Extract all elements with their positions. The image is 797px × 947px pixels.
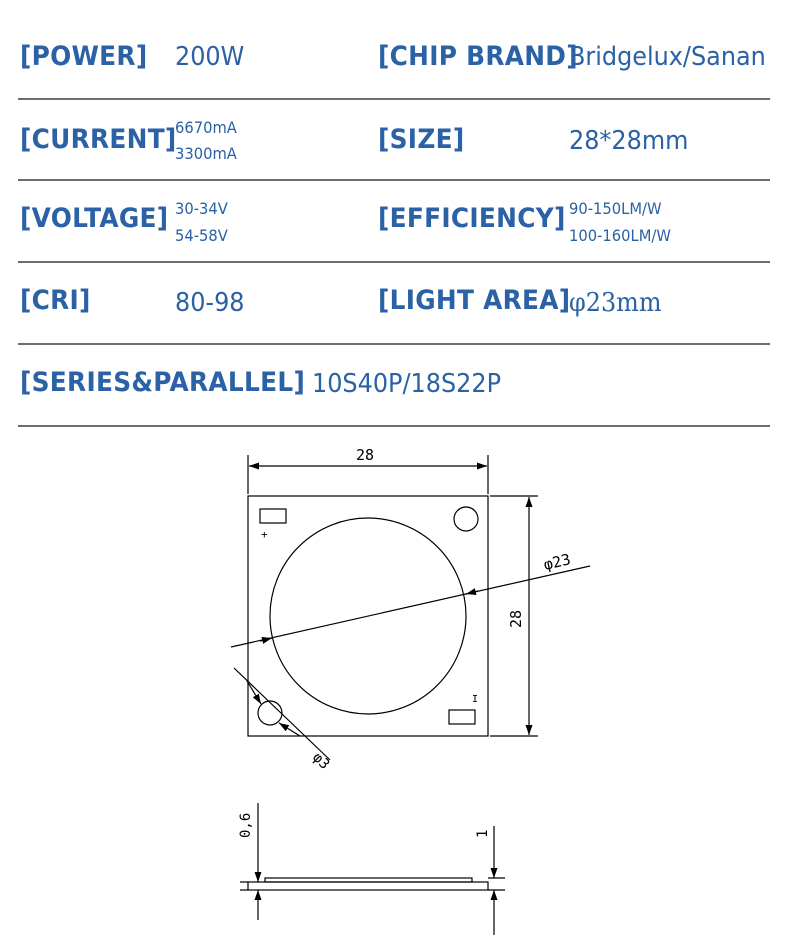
width-dim-label: 28 xyxy=(356,446,375,464)
plus-mark: + xyxy=(261,528,268,541)
series-parallel-label: [SERIES&PARALLEL] xyxy=(20,367,306,398)
efficiency-value-1: 90-150LM/W xyxy=(569,199,662,218)
light-area-label: [LIGHT AREA] xyxy=(378,285,571,316)
pad-plus xyxy=(260,509,286,523)
mount-hole-top-right xyxy=(454,507,478,531)
cri-value: 80-98 xyxy=(175,288,245,318)
size-value: 28*28mm xyxy=(569,126,689,156)
current-label: [CURRENT] xyxy=(20,124,177,155)
current-value-1: 6670mA xyxy=(175,118,237,137)
efficiency-value-2: 100-160LM/W xyxy=(569,226,671,245)
side-substrate xyxy=(248,882,488,890)
diameter-dim-line xyxy=(231,566,590,647)
height-dim-label: 28 xyxy=(507,609,525,628)
power-label: [POWER] xyxy=(20,41,148,72)
mount-hole-bottom-left xyxy=(258,701,282,725)
voltage-value-2: 54-58V xyxy=(175,226,228,245)
size-label: [SIZE] xyxy=(378,124,465,155)
side-light-layer xyxy=(265,878,472,882)
efficiency-label: [EFFICIENCY] xyxy=(378,203,566,234)
series-parallel-value: 10S40P/18S22P xyxy=(312,369,502,399)
total-dim-label: 1 xyxy=(475,829,491,838)
voltage-value-1: 30-34V xyxy=(175,199,228,218)
pad-minus xyxy=(449,710,475,724)
voltage-label: [VOLTAGE] xyxy=(20,203,169,234)
light-area-value: φ23mm xyxy=(569,288,662,318)
power-value: 200W xyxy=(175,42,245,72)
thickness-dim-label: 0,6 xyxy=(238,812,254,838)
chip-brand-value: Bridgelux/Sanan xyxy=(569,42,766,72)
diameter-dim-label: φ23 xyxy=(541,550,573,574)
chip-brand-label: [CHIP BRAND] xyxy=(378,41,578,72)
hole-dim-label: φ3 xyxy=(309,749,333,773)
current-value-2: 3300mA xyxy=(175,144,237,163)
cri-label: [CRI] xyxy=(20,285,91,316)
minus-mark: I xyxy=(472,694,479,705)
